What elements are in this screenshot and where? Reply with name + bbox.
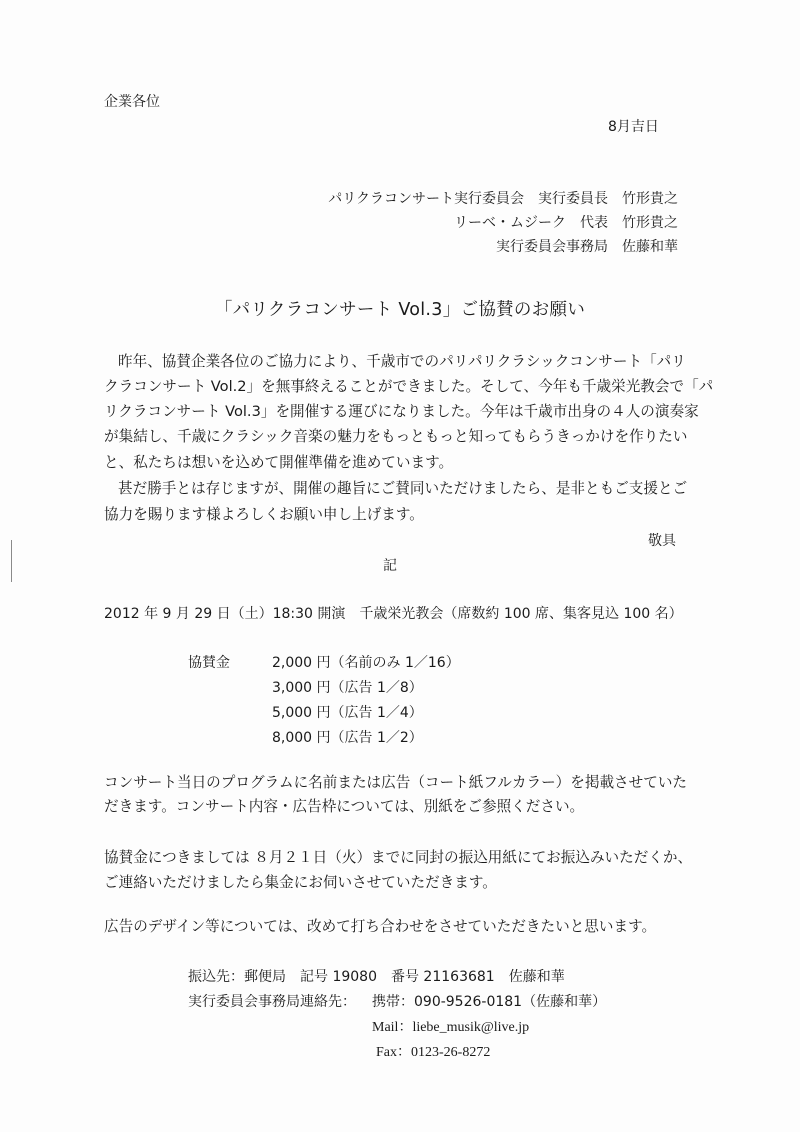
body-line: リクラコンサート Vol.3」を開催する運びになりました。今年は千歳市出身の４人の演奏家	[104, 403, 699, 420]
design-note: 広告のデザイン等については、改めて打ち合わせをさせていただきたいと思います。	[104, 918, 657, 935]
ki-marker: 記	[383, 558, 397, 574]
sender-secretariat: 実行委員会事務局 佐藤和華	[496, 239, 678, 255]
email-address: Mail：liebe_musik@live.jp	[372, 1020, 530, 1035]
body-line: と、私たちは想いを込めて開催準備を進めています。	[104, 454, 454, 471]
payment-note-line: ご連絡いただけましたら集金にお伺いさせていただきます。	[104, 874, 497, 891]
document-title: 「パリクラコンサート Vol.3」ご協賛のお願い	[214, 300, 586, 320]
transfer-info: 振込先：郵便局 記号 19080 番号 21163681 佐藤和華	[188, 969, 565, 985]
letter-date: 8月吉日	[608, 119, 659, 135]
fax-number: Fax：0123-26-8272	[376, 1045, 491, 1060]
program-note-line: コンサート当日のプログラムに名前または広告（コート紙フルカラー）を掲載させていた	[104, 774, 688, 791]
scan-margin-mark	[11, 540, 12, 582]
event-details: 2012 年 9 月 29 日（土）18:30 開演 千歳栄光教会（席数約 100 席、集客見込 100 名）	[104, 606, 683, 622]
office-contact-label: 実行委員会事務局連絡先：	[188, 994, 356, 1010]
sponsorship-tier: 8,000 円（広告 1／2）	[272, 730, 423, 746]
mobile-number: 携帯：090-9526-0181（佐藤和華）	[372, 994, 607, 1010]
addressee: 企業各位	[104, 94, 160, 110]
body-line: 甚だ勝手とは存じますが、開催の趣旨にご賛同いただけましたら、是非ともご支援とご	[118, 480, 688, 497]
body-line: 昨年、協賛企業各位のご協力により、千歳市でのパリパリクラシックコンサート「パリ	[118, 353, 686, 370]
sponsorship-tier: 2,000 円（名前のみ 1／16）	[272, 655, 460, 671]
payment-note-line: 協賛金につきましては ８月２１日（火）までに同封の振込用紙にてお振込みいただくか、	[104, 849, 693, 866]
program-note-line: だきます。コンサート内容・広告枠については、別紙をご参照ください。	[104, 798, 585, 815]
body-line: 協力を賜ります様よろしくお願い申し上げます。	[104, 506, 424, 523]
body-line: が集結し、千歳にクラシック音楽の魅力をもっともっと知ってもらうきっかけを作りたい	[104, 428, 688, 445]
sponsorship-tier: 5,000 円（広告 1／4）	[272, 705, 423, 721]
sponsorship-tier: 3,000 円（広告 1／8）	[272, 680, 423, 696]
sender-organization: リーベ・ムジーク 代表 竹形貴之	[454, 215, 678, 231]
body-line: クラコンサート Vol.2」を無事終えることができました。そして、今年も千歳栄光教会で「パ	[104, 378, 714, 395]
sender-committee: パリクラコンサート実行委員会 実行委員長 竹形貴之	[328, 191, 678, 207]
sponsorship-label: 協賛金	[188, 655, 230, 671]
closing-keigu: 敬具	[648, 533, 676, 549]
